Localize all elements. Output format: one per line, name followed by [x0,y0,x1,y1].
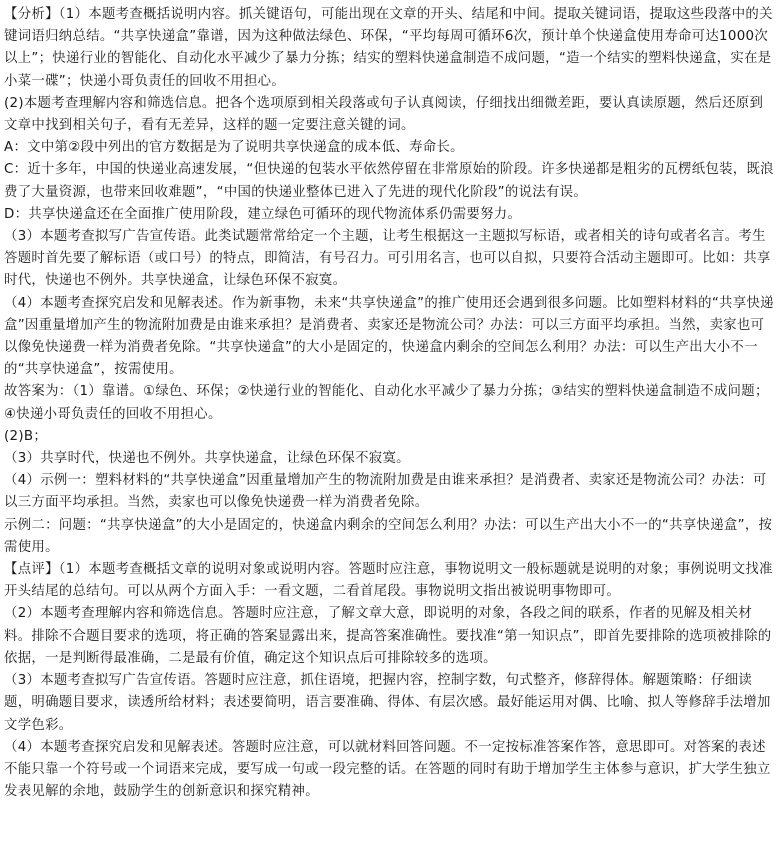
analysis-part-3: （3）本题考查拟写广告宣传语。此类试题常常给定一个主题，让考生根据这一主题拟写标语，或者相关的诗句或者名言。考生答题时首先要了解标语（或口号）的特点，即简洁，有号召力。可引用名言，也可以自拟，只要符合活动主题即可。比如：共享时代，快递也不例外。共享快递盒，让绿色环保不寂寞。 [4,229,771,289]
comment-part-3: （3）本题考查拟写广告宣传语。答题时应注意，抓住语境，把握内容，控制字数，句式整齐，修辞得体。解题策略：仔细读题，明确题目要求，读透所给材料；表述要简明，语言要准确、得体、有层次感。最好能运用对偶、比喻、拟人等修辞手法增加文学色彩。 [4,673,771,733]
answer-part-3: （3）共享时代，快递也不例外。共享快递盒，让绿色环保不寂寞。 [4,451,410,467]
comment-part-1: 【点评】（1）本题考查概括文章的说明对象或说明内容。答题时应注意，事物说明文一般标题就是说明的对象；事例说明文找准开头结尾的总结句。可以从两个方面入手：一看文题，二看首尾段。事物说明文指出被说明事物即可。 [4,562,773,600]
analysis-option-d: D：共享快递盒还在全面推广使用阶段，建立绿色可循环的现代物流体系仍需要努力。 [4,206,522,222]
analysis-part-1: 【分析】（1）本题考查概括说明内容。抓关键语句，可能出现在文章的开头、结尾和中间。提取关键词语，提取这些段落中的关键词语归纳总结。“共享快递盒”靠谱，因为这种做法绿色、环保，“平均每周可循环6次，预计单个快递盒使用寿命可达1000次以上”；快递行业的智能化、自动化水平减少了暴力分拣；结实的塑料快递盒制造不成问题，“造一个结实的塑料快递盒，实在是小菜一碟”；快递小哥负责任的回收不用担心。 [4,7,773,89]
answer-part-1: 故答案为：（1）靠谱。①绿色、环保；②快递行业的智能化、自动化水平减少了暴力分拣；③结实的塑料快递盒制造不成问题；④快递小哥负责任的回收不用担心。 [4,384,769,422]
answer-part-2: (2)B； [4,428,48,444]
analysis-option-a: A：文中第②段中列出的官方数据是为了说明共享快递盒的成本低、寿命长。 [4,140,464,156]
comment-part-2: （2）本题考查理解内容和筛选信息。答题时应注意，了解文章大意，即说明的对象，各段之间的联系，作者的见解及相关材料。排除不合题目要求的选项，将正确的答案显露出来，提高答案准确性。要找准“第一知识点”，即首先要排除的选项被排除的依据，一是判断得最准确，二是最有价值，确定这个知识点后可排除较多的选项。 [4,606,772,666]
comment-part-4: （4）本题考查探究启发和见解表述。答题时应注意，可以就材料回答问题。不一定按标准答案作答，意思即可。对答案的表述不能只靠一个符号或一个词语来完成，要写成一句或一段完整的话。在答题的同时有助于增加学生主体参与意识，扩大学生独立发表见解的余地，鼓励学生的创新意识和探究精神。 [4,739,771,800]
analysis-part-4: （4）本题考查探究启发和见解表述。作为新事物，未来“共享快递盒”的推广使用还会遇到很多问题。比如塑料材料的“共享快递盒”因重量增加产生的物流附加费是由谁来承担？是消费者、卖家还是物流公司？办法：可以三方面平均承担。当然，卖家也可以像免快递费一样为消费者免除。“共享快递盒”的大小是固定的，快递盒内剩余的空间怎么利用？办法：可以生产出大小不一的“共享快递盒”，按需使用。 [4,295,774,378]
analysis-option-c: C：近十多年，中国的快递业高速发展，“但快递的包装水平依然停留在非常原始的阶段。许多快递都是粗劣的瓦楞纸包装，既浪费了大量资源，也带来回收难题”，“中国的快递业整体已进入了先进的现代化阶段”的说法有误。 [4,162,774,200]
analysis-part-2: (2)本题考查理解内容和筛选信息。把各个选项原到相关段落或句子认真阅读，仔细找出细微差距，要认真读原题，然后还原到文章中找到相关句子，看有无差异，这样的题一定要注意关键的词。 [4,95,764,134]
answer-part-4-example-2: 示例二：问题：“共享快递盒”的大小是固定的，快递盒内剩余的空间怎么利用？办法：可以生产出大小不一的“共享快递盒”，按需使用。 [4,517,773,555]
answer-part-4-example-1: （4）示例一：塑料材料的“共享快递盒”因重量增加产生的物流附加费是由谁来承担？是消费者、卖家还是物流公司？办法：可以三方面平均承担。当然，卖家也可以像免快递费一样为消费者免除。 [4,473,767,511]
